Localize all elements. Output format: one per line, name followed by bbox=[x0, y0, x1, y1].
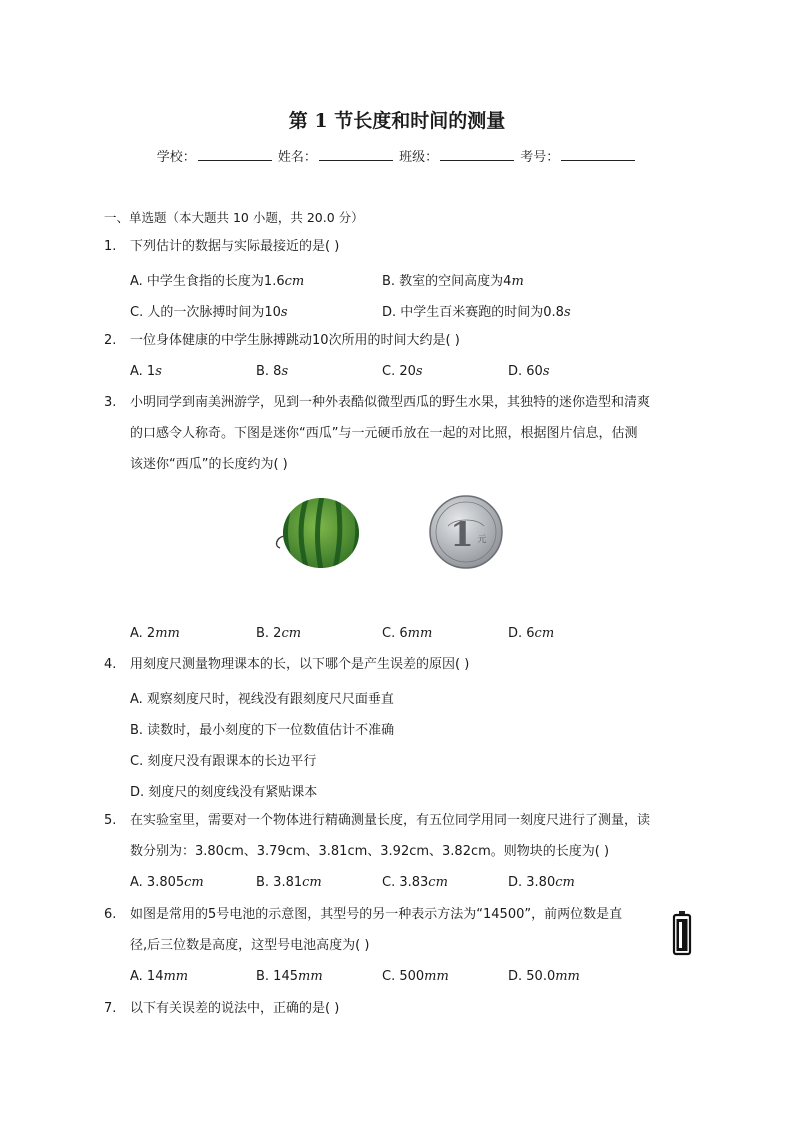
option-unit: s bbox=[281, 364, 289, 379]
section-title: 一、单选题（本大题共 10 小题，共 20.0 分） bbox=[104, 210, 364, 225]
option-text: A. 中学生食指的长度为1.6 bbox=[130, 274, 285, 289]
stem-line: 的口感令人称奇。下图是迷你“西瓜”与一元硬币放在一起的对比照，根据图片信息，估测 bbox=[130, 426, 638, 441]
one-yuan-coin-image bbox=[426, 492, 506, 576]
option-text: D. 50.0 bbox=[508, 969, 556, 984]
question-stem bbox=[130, 805, 698, 867]
class-label: 班级： bbox=[399, 150, 439, 165]
question-stem: 以下有关误差的说法中，正确的是( ) bbox=[130, 1001, 340, 1016]
option-unit: cm bbox=[428, 875, 448, 890]
q3-option-c[interactable] bbox=[382, 626, 432, 641]
question-3 bbox=[104, 387, 698, 480]
option-unit: cm bbox=[534, 626, 555, 641]
option-text: B. 教室的空间高度为4 bbox=[382, 274, 512, 289]
option-text: A. 14 bbox=[130, 969, 164, 984]
option-text: A. 3.805 bbox=[130, 875, 185, 890]
q1-option-d[interactable] bbox=[382, 301, 571, 320]
question-stem: 一位身体健康的中学生脉搏跳动10次所用的时间大约是( ) bbox=[130, 333, 460, 348]
q4-option-d[interactable]: D. 刻度尺的刻度线没有紧贴课本 bbox=[130, 785, 318, 800]
coin-numeral: 1 bbox=[450, 515, 474, 555]
option-unit: cm bbox=[184, 875, 204, 890]
mini-watermelon-image bbox=[272, 496, 364, 578]
option-unit: mm bbox=[155, 626, 180, 641]
question-7 bbox=[104, 993, 698, 1024]
question-5 bbox=[104, 805, 698, 867]
exam-number-label: 考号： bbox=[520, 150, 560, 165]
coin-unit: 元 bbox=[477, 535, 487, 545]
q4-option-b[interactable]: B. 读数时，最小刻度的下一位数值估计不准确 bbox=[130, 723, 395, 738]
question-number: 1. bbox=[104, 239, 117, 254]
question-number: 7. bbox=[104, 1001, 117, 1016]
option-text: D. 6 bbox=[508, 626, 535, 641]
option-unit: s bbox=[280, 305, 288, 320]
option-text: D. 中学生百米赛跑的时间为0.8 bbox=[382, 305, 564, 320]
option-unit: mm bbox=[555, 969, 580, 984]
option-unit: s bbox=[155, 364, 162, 379]
option-text: D. 3.80 bbox=[508, 875, 556, 890]
question-stem bbox=[130, 899, 698, 961]
stem-line: 在实验室里，需要对一个物体进行精确测量长度，有五位同学用同一刻度尺进行了测量，读 bbox=[130, 813, 651, 828]
option-text: A. 1 bbox=[130, 364, 156, 379]
question-number: 6. bbox=[104, 907, 117, 922]
option-text: C. 6 bbox=[382, 626, 408, 641]
question-stem bbox=[130, 387, 698, 480]
option-unit: s bbox=[415, 364, 423, 379]
question-1 bbox=[104, 231, 698, 262]
option-text: B. 3.81 bbox=[256, 875, 303, 890]
stem-line: 径,后三位数是高度，这型号电池高度为( ) bbox=[130, 938, 370, 953]
option-unit: mm bbox=[407, 626, 433, 641]
battery-icon bbox=[672, 910, 692, 960]
stem-line: 如图是常用的5号电池的示意图，其型号的另一种表示方法为“14500”，前两位数是直 bbox=[130, 907, 623, 922]
q1-option-a[interactable] bbox=[130, 270, 304, 289]
question-2 bbox=[104, 325, 698, 356]
option-unit: cm bbox=[555, 875, 575, 890]
q4-option-c[interactable]: C. 刻度尺没有跟课本的长边平行 bbox=[130, 754, 317, 769]
stem-line: 该迷你“西瓜”的长度约为( ) bbox=[130, 457, 288, 472]
q2-option-c[interactable] bbox=[382, 364, 423, 379]
option-unit: s bbox=[542, 364, 550, 379]
option-unit: m bbox=[511, 274, 524, 289]
option-unit: cm bbox=[302, 875, 322, 890]
question-number: 4. bbox=[104, 657, 117, 672]
q4-option-a[interactable]: A. 观察刻度尺时，视线没有跟刻度尺尺面垂直 bbox=[130, 692, 394, 707]
school-blank[interactable] bbox=[198, 148, 272, 161]
name-label: 姓名： bbox=[277, 150, 317, 165]
question-number: 5. bbox=[104, 813, 117, 828]
q3-option-d[interactable] bbox=[508, 626, 554, 641]
q5-option-d[interactable] bbox=[508, 875, 575, 890]
option-text: C. 人的一次脉搏时间为10 bbox=[130, 305, 281, 320]
q1-option-b[interactable] bbox=[382, 270, 524, 289]
question-stem: 用刻度尺测量物理课本的长，以下哪个是产生误差的原因( ) bbox=[130, 657, 470, 672]
option-text: C. 500 bbox=[382, 969, 425, 984]
q5-option-a[interactable] bbox=[130, 875, 204, 890]
option-text: B. 145 bbox=[256, 969, 298, 984]
question-4 bbox=[104, 649, 698, 680]
school-label: 学校： bbox=[156, 150, 196, 165]
q6-option-c[interactable] bbox=[382, 969, 449, 984]
question-6 bbox=[104, 899, 698, 961]
exam-number-blank[interactable] bbox=[561, 148, 635, 161]
question-stem: 下列估计的数据与实际最接近的是( ) bbox=[130, 239, 340, 254]
stem-line: 小明同学到南美洲游学，见到一种外表酷似微型西瓜的野生水果，其独特的迷你造型和清爽 bbox=[130, 395, 651, 410]
q2-option-a[interactable] bbox=[130, 364, 162, 379]
option-text: B. 8 bbox=[256, 364, 282, 379]
q3-option-a[interactable] bbox=[130, 626, 180, 641]
student-info-line bbox=[0, 146, 794, 165]
option-text: C. 20 bbox=[382, 364, 416, 379]
q1-option-c[interactable] bbox=[130, 301, 288, 320]
option-unit: cm bbox=[284, 274, 305, 289]
q6-option-b[interactable] bbox=[256, 969, 323, 984]
option-unit: mm bbox=[424, 969, 449, 984]
option-text: A. 2 bbox=[130, 626, 156, 641]
q3-option-b[interactable] bbox=[256, 626, 301, 641]
option-unit: mm bbox=[163, 969, 189, 984]
name-blank[interactable] bbox=[319, 148, 393, 161]
q2-option-b[interactable] bbox=[256, 364, 288, 379]
option-text: C. 3.83 bbox=[382, 875, 429, 890]
q5-option-c[interactable] bbox=[382, 875, 448, 890]
option-unit: s bbox=[563, 305, 571, 320]
stem-line: 数分别为：3.80cm、3.79cm、3.81cm、3.92cm、3.82cm。则物块的长度为( ) bbox=[130, 844, 610, 859]
option-text: B. 2 bbox=[256, 626, 282, 641]
option-text: D. 60 bbox=[508, 364, 543, 379]
question-number: 2. bbox=[104, 333, 117, 348]
q6-option-a[interactable] bbox=[130, 969, 188, 984]
class-blank[interactable] bbox=[440, 148, 514, 161]
q6-option-d[interactable] bbox=[508, 969, 580, 984]
q5-option-b[interactable] bbox=[256, 875, 322, 890]
page-title: 第 1 节长度和时间的测量 bbox=[288, 110, 506, 132]
option-unit: mm bbox=[298, 969, 323, 984]
option-unit: cm bbox=[281, 626, 302, 641]
q2-option-d[interactable] bbox=[508, 364, 550, 379]
question-number: 3. bbox=[104, 395, 117, 410]
